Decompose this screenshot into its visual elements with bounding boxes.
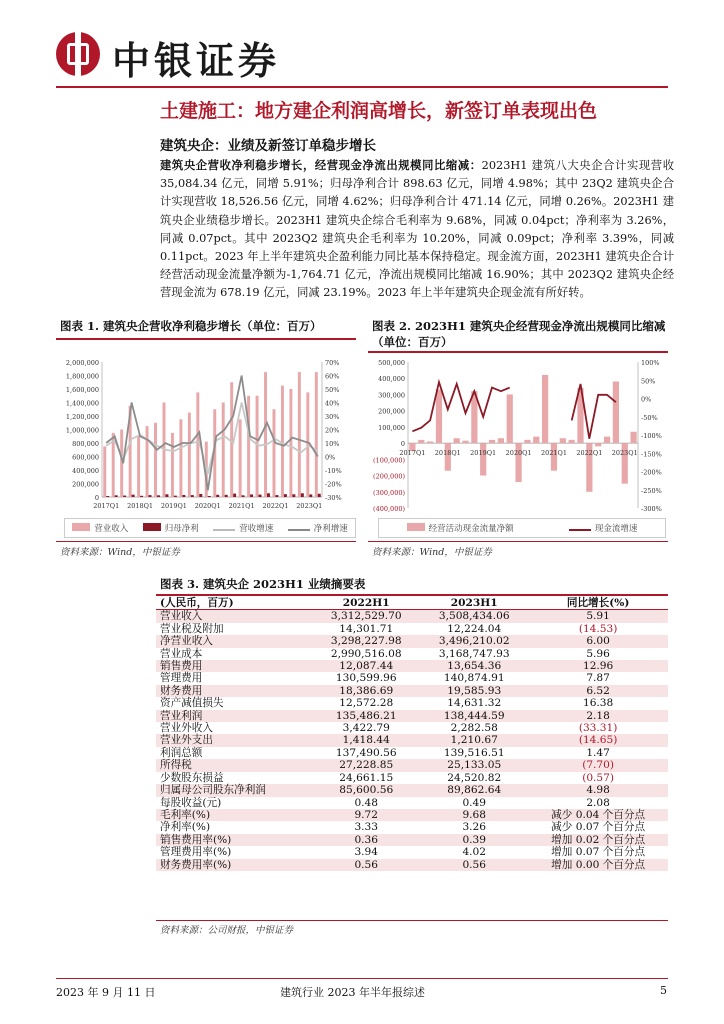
bar-secondary [250, 494, 253, 497]
x-tick-label: 2017Q1 [93, 502, 120, 510]
row-label: 财务费用率(%) [156, 859, 312, 871]
table-header-2022h1: 2022H1 [312, 597, 420, 610]
bar-primary [239, 419, 242, 497]
value-yoy: 6.52 [528, 685, 668, 697]
table-row [156, 722, 668, 734]
logo-square [67, 43, 89, 65]
x-tick-label: 2021Q1 [540, 449, 567, 457]
bar-secondary [191, 495, 194, 497]
value-yoy: 12.96 [528, 660, 668, 672]
x-tick-label: 2023Q1 [611, 449, 638, 457]
x-tick-label: 2021Q1 [228, 502, 255, 510]
value-2023h1: 140,874.91 [443, 672, 505, 685]
bar-secondary [199, 494, 202, 497]
row-label: 资产减值损失 [160, 697, 224, 710]
table-row [156, 672, 668, 684]
row-label: 财务费用 [156, 685, 312, 697]
bar-secondary [157, 495, 160, 497]
bar-secondary [275, 495, 278, 497]
x-tick-label: 2018Q1 [127, 502, 154, 510]
y-tick-label: 600,000 [72, 453, 99, 462]
table-row [156, 685, 668, 697]
value-yoy: 增加 0.02 个百分点 [528, 834, 668, 846]
bar-secondary [267, 493, 270, 497]
x-tick-label: 2022Q1 [576, 449, 603, 457]
bar-primary [569, 440, 575, 443]
figure2-title-unit: （单位：百万） [372, 335, 453, 349]
figure2-chart [366, 356, 672, 516]
value-2023h1: 12,224.04 [447, 622, 502, 635]
value-yoy: 增加 0.07 个百分点 [551, 846, 646, 859]
y-tick-label: 1,800,000 [65, 372, 99, 381]
series-line-0 [412, 382, 616, 439]
x-tick-label: 2019Q1 [470, 449, 497, 457]
x-tick-label: 2023Q1 [296, 502, 323, 510]
bar-primary [630, 432, 636, 443]
value-yoy: 2.08 [586, 796, 610, 809]
y-tick-label: 2,000,000 [65, 359, 99, 367]
y-tick-label: 400,000 [378, 375, 405, 384]
y-tick-label: (400,000) [373, 505, 405, 513]
bar-primary [427, 441, 433, 443]
value-yoy: (14.53) [578, 622, 618, 635]
bar-secondary [242, 495, 245, 497]
value-2023h1: 2,282.58 [450, 722, 498, 735]
x-tick-label: 2020Q1 [505, 449, 532, 457]
value-2023h1: 0.39 [420, 834, 528, 846]
row-label: 净利率(%) [160, 821, 211, 834]
footer-page-number: 5 [660, 984, 667, 997]
x-tick-label: 2017Q1 [399, 449, 426, 457]
value-yoy: 5.91 [528, 610, 668, 623]
value-2023h1: 89,862.64 [420, 784, 528, 796]
section-title: 土建施工：地方建企利润高增长，新签订单表现出色 [160, 100, 598, 122]
value-2022h1: 2,990,516.08 [330, 647, 402, 660]
bar-primary [264, 372, 267, 497]
bar-secondary [216, 495, 219, 497]
value-2023h1: 3,168,747.93 [438, 647, 510, 660]
value-yoy: (0.57) [582, 771, 615, 784]
value-2023h1: 1,210.67 [420, 734, 528, 746]
value-2023h1: 13,654.36 [420, 660, 528, 672]
bar-primary [507, 394, 513, 443]
bar-primary [230, 382, 233, 497]
legend-net-profit: 归母净利 [143, 522, 199, 534]
y-tick-label: 500,000 [378, 359, 405, 367]
x-tick-label: 2020Q1 [194, 502, 221, 510]
value-2022h1: 18,386.69 [312, 685, 420, 697]
table-row [156, 635, 668, 647]
row-label: 营业成本 [160, 647, 203, 660]
value-yoy: 1.47 [586, 746, 610, 759]
y2-tick-label: 50% [641, 377, 656, 386]
value-yoy: (14.65) [528, 734, 668, 746]
y-tick-label: (200,000) [373, 472, 405, 481]
row-label: 销售费用率(%) [156, 834, 312, 846]
figure2-legend [378, 518, 666, 538]
paragraph-lead: 建筑央企营收净利稳步增长，经营现金净流出规模同比缩减： [160, 158, 482, 172]
bar-secondary [225, 495, 228, 497]
value-2022h1: 0.36 [312, 834, 420, 846]
bar-primary [613, 381, 619, 443]
figure2-source: 资料来源：Wind，中银证券 [372, 547, 492, 558]
bar-primary [281, 386, 284, 497]
y-tick-label: 0 [400, 440, 405, 449]
legend-cashflow-growth: 现金流增速 [569, 522, 638, 534]
table-row [156, 772, 668, 784]
table-bottom-rule [156, 920, 668, 921]
paragraph-body: 2023H1 建筑八大央企合计实现营收 35,084.34 亿元，同增 5.91%；归母净利合计 898.63 亿元，同增 4.98%；其中 23Q2 建筑央企合计实现营收 18,526.56 亿元，同增 4.62%；归母净利合计 471.14 亿元，同增 0.26%。2023H1 建筑央企业绩稳步增长。2023H1 建筑央企综合毛利率为 9.68%，同减 0.04pct；净利率为 3.26%，同减 0.07pct。其中 2023Q2 建筑央企毛利率为 10.20%，同减 0.09pct；净利率 3.39%，同减 0.11pct。2023 年上半年建筑央企盈利能力同比基本保持稳定。现金流方面，2023H1 建筑央企合计经营活动现金流量净额为-1,764.71 亿元，净流出规模同比缩减 16.90%；其中 2023Q2 建筑央企经营现金流为 678.19 亿元，同减 23.19%。2023 年上半年建筑央企现金流有所好转。 [160, 159, 674, 300]
value-2023h1: 139,516.51 [443, 746, 505, 759]
table-row [156, 610, 668, 623]
footer-report-name: 建筑行业 2023 年半年报综述 [280, 986, 425, 999]
bar-primary [604, 437, 610, 443]
bar-secondary [149, 495, 152, 497]
bar-primary [137, 436, 140, 497]
value-2022h1: 1,418.44 [312, 734, 420, 746]
figure2-bottom-rule [368, 541, 668, 542]
figure1-legend [64, 518, 356, 538]
y-tick-label: 800,000 [72, 440, 99, 448]
bar-primary [560, 438, 566, 443]
row-label: 营业外收入 [160, 722, 213, 735]
bar-secondary [309, 494, 312, 497]
table-row [156, 623, 668, 635]
row-label: 净营业收入 [156, 635, 312, 647]
subsection-title: 建筑央企：业绩及新签订单稳步增长 [160, 138, 376, 154]
table-top-rule [156, 594, 668, 596]
value-2022h1: 135,486.21 [312, 710, 420, 722]
figure2-rule [368, 351, 668, 353]
body-paragraph [160, 156, 674, 303]
brand-logo [56, 32, 100, 76]
bar-secondary [140, 496, 143, 497]
table-row [156, 660, 668, 672]
figure2-title: 图表 2. 2023H1 建筑央企经营现金净流出规模同比缩减 [372, 319, 666, 333]
y2-tick-label: 10% [325, 440, 340, 448]
table-title: 图表 3. 建筑央企 2023H1 业绩摘要表 [160, 577, 366, 591]
value-2022h1: 3,312,529.70 [312, 610, 420, 623]
bar-secondary [284, 494, 287, 497]
value-2022h1: 0.56 [312, 859, 420, 871]
value-yoy: 减少 0.04 个百分点 [528, 809, 668, 821]
y2-tick-label: -30% [325, 494, 342, 502]
legend-profit-growth: 净利增速 [288, 522, 348, 534]
table-source: 资料来源：公司财报，中银证券 [160, 925, 294, 936]
y2-tick-label: 50% [325, 386, 340, 394]
value-2022h1: 137,490.56 [335, 746, 397, 759]
row-label: 每股收益(元) [160, 796, 222, 809]
y2-tick-label: 60% [325, 372, 340, 381]
table-row [156, 846, 668, 858]
value-2022h1: 12,572.28 [339, 697, 394, 710]
bar-secondary [259, 495, 262, 497]
y2-tick-label: -300% [641, 505, 662, 513]
row-label: 营业收入 [156, 610, 312, 623]
x-tick-label: 2019Q1 [160, 502, 187, 510]
y-tick-label: (300,000) [373, 488, 405, 497]
bar-primary [315, 372, 318, 497]
figure1-bottom-rule [56, 541, 356, 542]
row-label: 所得税 [156, 759, 312, 771]
header-divider [56, 86, 668, 88]
table-row [156, 697, 668, 709]
table-row [156, 648, 668, 660]
y2-tick-label: 20% [325, 426, 340, 435]
value-2022h1: 9.72 [312, 809, 420, 821]
bar-primary [454, 438, 460, 443]
bar-secondary [318, 494, 321, 497]
row-label: 归属母公司股东净利润 [156, 784, 312, 796]
value-yoy: 减少 0.07 个百分点 [551, 821, 646, 834]
bar-primary [462, 441, 468, 443]
bar-primary [222, 403, 225, 498]
value-2022h1: 3,298,227.98 [312, 635, 420, 647]
y2-tick-label: -50% [641, 413, 658, 422]
value-2022h1: 3.33 [354, 821, 379, 834]
table-row [156, 797, 668, 809]
table-row [156, 784, 668, 796]
y-tick-label: 300,000 [378, 391, 405, 400]
y2-tick-label: 0% [325, 453, 336, 462]
value-2023h1: 138,444.59 [420, 710, 528, 722]
y2-tick-label: -150% [641, 450, 662, 459]
row-label: 利润总额 [160, 746, 203, 759]
y2-tick-label: -100% [641, 432, 662, 440]
bar-secondary [106, 496, 109, 497]
value-2022h1: 27,228.85 [312, 759, 420, 771]
value-2022h1: 130,599.96 [335, 672, 397, 685]
value-2023h1: 25,133.05 [420, 759, 528, 771]
bar-primary [298, 372, 301, 497]
y2-tick-label: 0% [641, 395, 652, 404]
y-tick-label: 200,000 [72, 480, 99, 489]
value-2022h1: 3,422.79 [342, 722, 390, 735]
bar-secondary [208, 496, 211, 497]
value-2023h1: 19,585.93 [420, 685, 528, 697]
y2-tick-label: 40% [325, 399, 340, 408]
y-tick-label: 1,600,000 [65, 386, 99, 394]
bar-secondary [182, 495, 185, 497]
y-tick-label: (100,000) [373, 456, 405, 465]
value-2023h1: 0.56 [420, 859, 528, 871]
row-label: 管理费用 [160, 672, 203, 685]
bar-primary [480, 443, 486, 475]
bar-secondary [233, 494, 236, 497]
x-tick-label: 2022Q1 [262, 502, 289, 510]
value-2023h1: 4.02 [462, 846, 487, 859]
table-header-yoy: 同比增长(%) [528, 597, 668, 610]
bar-primary [289, 389, 292, 497]
y-tick-label: 400,000 [72, 467, 99, 475]
table-row [156, 809, 668, 821]
table-row [156, 834, 668, 846]
bar-primary [196, 392, 199, 497]
table-row [156, 859, 668, 871]
bar-secondary [292, 494, 295, 497]
table-row [156, 710, 668, 722]
value-2023h1: 24,520.82 [447, 771, 502, 784]
y2-tick-label: 30% [325, 413, 340, 421]
value-2023h1: 14,631.32 [447, 697, 502, 710]
value-yoy: 7.87 [586, 672, 610, 685]
value-2022h1: 85,600.56 [312, 784, 420, 796]
row-label: 营业利润 [156, 710, 312, 722]
value-yoy: 增加 0.00 个百分点 [528, 859, 668, 871]
y2-tick-label: -20% [325, 480, 342, 489]
y-tick-label: 1,200,000 [65, 413, 99, 421]
y-tick-label: 1,000,000 [65, 426, 99, 435]
bar-secondary [301, 493, 304, 497]
value-2022h1: 24,661.15 [339, 771, 394, 784]
value-yoy: 6.00 [528, 635, 668, 647]
footer-divider [56, 978, 668, 979]
table-row [156, 747, 668, 759]
row-label: 管理费用率(%) [160, 846, 232, 859]
brand-name: 中银证券 [112, 39, 281, 83]
bar-primary [103, 446, 106, 497]
bar-primary [306, 392, 309, 497]
bar-primary [489, 440, 495, 443]
bar-primary [247, 396, 250, 497]
figure1-rule [56, 338, 356, 340]
table-row [156, 821, 668, 833]
footer-date: 2023 年 9 月 11 日 [56, 986, 156, 999]
x-tick-label: 2018Q1 [434, 449, 461, 457]
table-row [156, 759, 668, 771]
bar-primary [188, 413, 191, 497]
value-2023h1: 3,508,434.06 [420, 610, 528, 623]
bar-primary [154, 423, 157, 497]
value-2022h1: 14,301.71 [339, 622, 394, 635]
row-label: 营业外支出 [156, 734, 312, 746]
bar-primary [595, 443, 601, 446]
bar-primary [533, 437, 539, 443]
table-row [156, 734, 668, 746]
y2-tick-label: -250% [641, 486, 662, 495]
y-tick-label: 100,000 [378, 423, 405, 432]
table-header-row [156, 597, 668, 610]
y-tick-label: 0 [94, 494, 99, 502]
row-label: 销售费用 [156, 660, 312, 672]
bar-secondary [174, 496, 177, 497]
figure1-title: 图表 1. 建筑央企营收净利稳步增长（单位：百万） [60, 319, 322, 333]
y-tick-label: 200,000 [378, 407, 405, 416]
bar-secondary [115, 495, 118, 497]
value-yoy: 2.18 [528, 710, 668, 722]
bar-primary [171, 433, 174, 497]
value-2023h1: 9.68 [420, 809, 528, 821]
bar-primary [542, 375, 548, 443]
value-2023h1: 3,496,210.02 [420, 635, 528, 647]
value-yoy: (33.31) [578, 722, 618, 735]
bar-secondary [132, 495, 135, 497]
row-label: 毛利率(%) [156, 809, 312, 821]
y2-tick-label: 70% [325, 359, 340, 367]
legend-revenue: 营业收入 [72, 522, 128, 534]
table-header-item: (人民币，百万) [156, 597, 312, 610]
value-2022h1: 3.94 [354, 846, 379, 859]
y-tick-label: 1,400,000 [65, 399, 99, 408]
value-2023h1: 0.49 [462, 796, 487, 809]
bar-secondary [165, 494, 168, 497]
bar-primary [179, 419, 182, 497]
bar-primary [436, 390, 442, 444]
y2-tick-label: -200% [641, 468, 662, 477]
y2-tick-label: -10% [325, 467, 342, 475]
bar-secondary [123, 496, 126, 497]
value-2023h1: 3.26 [462, 821, 487, 834]
figure1-chart [56, 352, 358, 514]
legend-operating-cashflow: 经营活动现金流量净额 [407, 522, 514, 534]
value-yoy: 16.38 [582, 697, 614, 710]
bar-primary [146, 426, 149, 497]
table-header-2023h1: 2023H1 [420, 597, 528, 610]
bar-primary [418, 440, 424, 443]
bar-primary [498, 438, 504, 443]
bar-primary [273, 409, 276, 497]
y2-tick-label: 100% [641, 359, 660, 367]
value-yoy: 4.98 [528, 784, 668, 796]
value-yoy: (7.70) [528, 759, 668, 771]
figure1-source: 资料来源：Wind，中银证券 [60, 547, 180, 558]
row-label: 少数股东损益 [160, 771, 224, 784]
row-label: 营业税及附加 [160, 622, 224, 635]
legend-revenue-growth: 营收增速 [213, 522, 273, 534]
value-2022h1: 12,087.44 [312, 660, 420, 672]
value-2022h1: 0.48 [354, 796, 379, 809]
bar-primary [524, 440, 530, 443]
value-yoy: 5.96 [586, 647, 610, 660]
summary-table [156, 597, 668, 871]
